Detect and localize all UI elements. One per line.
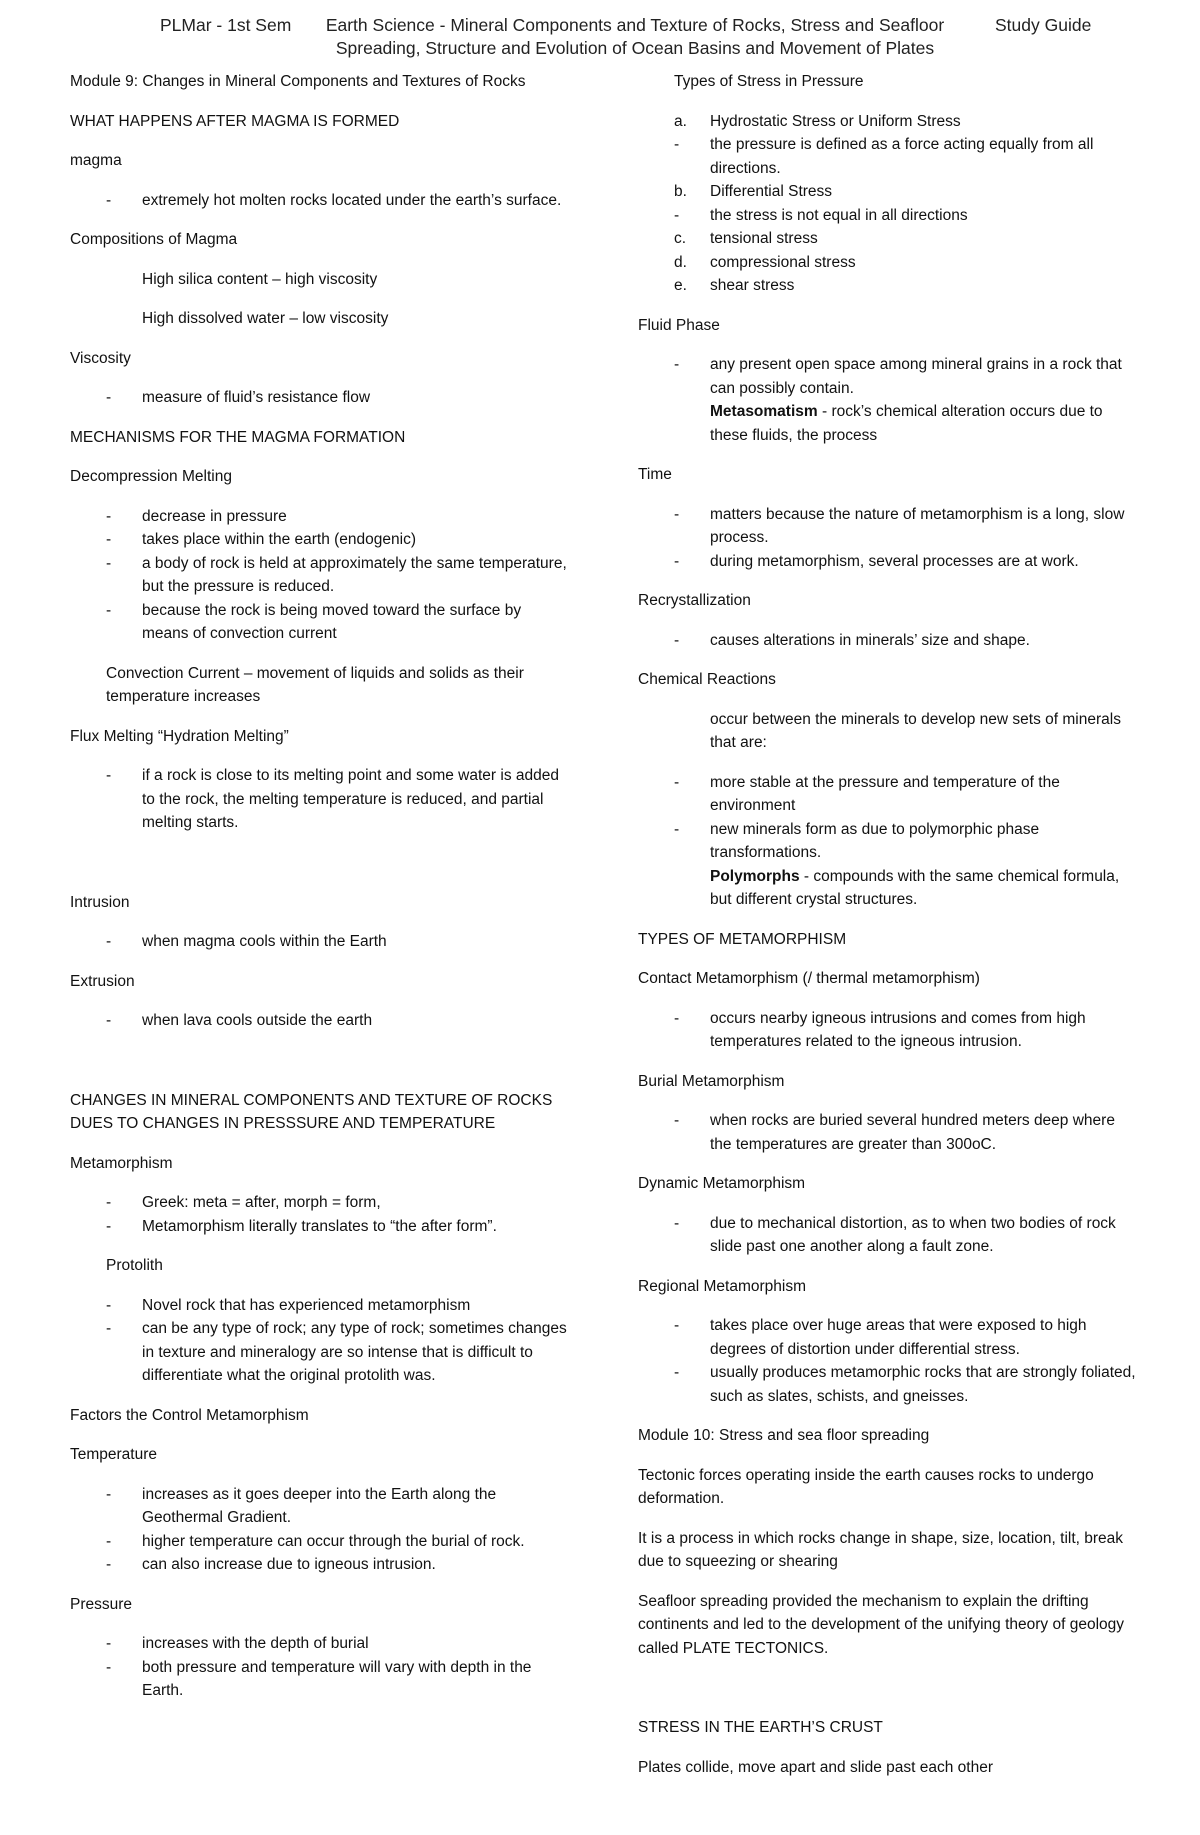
metamorphism-types-heading: TYPES OF METAMORPHISM xyxy=(638,930,847,948)
protolith-heading: Protolith xyxy=(106,1257,163,1274)
recrystallization-list xyxy=(638,629,1138,653)
time-list xyxy=(638,503,1138,574)
regional-heading: Regional Metamorphism xyxy=(638,1277,806,1295)
factors-heading: Factors the Control Metamorphism xyxy=(70,1406,309,1424)
list-text: Differential Stress xyxy=(710,183,833,200)
list-item: - takes place over huge areas that were exposed to high degrees of distortion under differential stress. xyxy=(638,1314,1138,1361)
list-item: - can be any type of rock; any type of rock; sometimes changes in texture and mineralogy are so intense that is difficult to differentiate what the original protolith was. xyxy=(70,1317,570,1388)
decompression-list xyxy=(70,505,570,646)
recrystallization-heading: Recrystallization xyxy=(638,592,751,609)
time-heading: Time xyxy=(638,466,672,483)
after-magma-heading: WHAT HAPPENS AFTER MAGMA IS FORMED xyxy=(70,112,400,130)
burial-heading: Burial Metamorphism xyxy=(638,1072,785,1090)
fluid-heading: Fluid Phase xyxy=(638,316,720,334)
list-text: tensional stress xyxy=(710,230,818,247)
list-text: the pressure is defined as a force acting equally from all directions. xyxy=(710,136,1094,177)
list-marker: b. xyxy=(674,183,687,200)
chemical-reactions-heading: Chemical Reactions xyxy=(638,671,776,688)
list-item: - more stable at the pressure and temperature of the environment xyxy=(638,771,1138,818)
list-item: - extremely hot molten rocks located under the earth’s surface. xyxy=(70,189,570,213)
dynamic-heading: Dynamic Metamorphism xyxy=(638,1175,806,1192)
list-item: - when lava cools outside the earth xyxy=(70,1009,570,1033)
left-column xyxy=(70,70,570,1719)
list-text: the stress is not equal in all directions xyxy=(710,206,968,224)
list-item: - can also increase due to igneous intrusion. xyxy=(70,1553,570,1577)
list-marker: a. xyxy=(674,112,687,130)
header-title: Earth Science - Mineral Components and Texture of Rocks, Stress and Seafloor Spreading, Structure and Evolution of Ocean Basins and Movement of Plates xyxy=(325,15,945,58)
convection-definition xyxy=(70,662,570,709)
list-item: - higher temperature can occur through the burial of rock. xyxy=(70,1530,570,1554)
metamorphism-list xyxy=(70,1191,570,1238)
list-item xyxy=(638,110,1138,134)
contact-list xyxy=(638,1007,1138,1054)
list-marker: e. xyxy=(674,277,687,294)
list-item: - decrease in pressure xyxy=(70,505,570,529)
composition-item: High dissolved water – low viscosity xyxy=(142,310,389,327)
fluid-list xyxy=(638,353,1138,400)
temperature-list xyxy=(70,1483,570,1577)
header-doc-type: Study Guide xyxy=(995,15,1092,35)
composition-item: High silica content – high viscosity xyxy=(142,270,378,288)
list-text: shear stress xyxy=(710,277,795,294)
list-item: - Greek: meta = after, morph = form, xyxy=(70,1191,570,1215)
pressure-list xyxy=(70,1632,570,1703)
list-item: - increases with the depth of burial xyxy=(70,1632,570,1656)
chemical-reactions-intro: occur between the minerals to develop new sets of minerals that are: xyxy=(710,710,1121,751)
list-item: - when magma cools within the Earth xyxy=(70,930,570,954)
dynamic-list xyxy=(638,1212,1138,1259)
list-item xyxy=(638,274,1138,298)
list-item xyxy=(638,133,1138,180)
burial-list xyxy=(638,1109,1138,1156)
seafloor-paragraph: Seafloor spreading provided the mechanism to explain the drifting continents and led to the development of the unifying theory of geology called PLATE TECTONICS. xyxy=(638,1592,1125,1657)
list-item: - both pressure and temperature will vary with depth in the Earth. xyxy=(70,1656,570,1703)
list-marker: - xyxy=(674,136,680,153)
metasomatism-note xyxy=(638,400,1138,447)
list-marker: d. xyxy=(674,253,687,271)
protolith-list xyxy=(70,1294,570,1388)
extrusion-list xyxy=(70,1009,570,1033)
stress-crust-heading: STRESS IN THE EARTH’S CRUST xyxy=(638,1719,883,1736)
regional-list xyxy=(638,1314,1138,1408)
list-item: - a body of rock is held at approximately the same temperature, but the pressure is reduced. xyxy=(70,552,570,599)
chemical-reactions-list xyxy=(638,771,1138,865)
stress-types-heading: Types of Stress in Pressure xyxy=(674,73,864,90)
convection-text: Convection Current – movement of liquids and solids as their temperature increases xyxy=(106,664,524,705)
list-item: - measure of fluid’s resistance flow xyxy=(70,386,570,410)
viscosity-list xyxy=(70,386,570,410)
metasomatism-term: Metasomatism xyxy=(710,403,818,420)
contact-heading: Contact Metamorphism (/ thermal metamorphism) xyxy=(638,970,980,987)
magma-list xyxy=(70,189,570,213)
right-column xyxy=(638,70,1138,1795)
polymorphs-definition: - compounds with the same chemical formula, but different crystal structures. xyxy=(710,867,1120,908)
list-item: - occurs nearby igneous intrusions and comes from high temperatures related to the igneous intrusion. xyxy=(638,1007,1138,1054)
list-item: - matters because the nature of metamorphism is a long, slow process. xyxy=(638,503,1138,550)
list-marker: c. xyxy=(674,230,687,247)
intrusion-heading: Intrusion xyxy=(70,893,130,911)
list-item: - increases as it goes deeper into the Earth along the Geothermal Gradient. xyxy=(70,1483,570,1530)
tectonic-paragraph: Tectonic forces operating inside the earth causes rocks to undergo deformation. xyxy=(638,1466,1094,1507)
pressure-heading: Pressure xyxy=(70,1595,133,1613)
list-marker: - xyxy=(674,206,680,224)
compositions-heading: Compositions of Magma xyxy=(70,231,238,248)
plates-paragraph: Plates collide, move apart and slide past each other xyxy=(638,1758,993,1776)
list-text: compressional stress xyxy=(710,253,856,271)
extrusion-heading: Extrusion xyxy=(70,972,135,990)
decompression-heading: Decompression Melting xyxy=(70,468,232,485)
polymorphs-note xyxy=(638,865,1138,912)
metasomatism-definition: - rock’s chemical alteration occurs due to these fluids, the process xyxy=(710,403,1103,444)
list-text: Hydrostatic Stress or Uniform Stress xyxy=(710,112,961,130)
polymorphs-term: Polymorphs xyxy=(710,867,800,885)
list-item: - new minerals form as due to polymorphic phase transformations. xyxy=(638,818,1138,865)
list-item: - if a rock is close to its melting point and some water is added to the rock, the melting temperature is reduced, and partial melting starts. xyxy=(70,764,570,835)
list-item: - takes place within the earth (endogenic) xyxy=(70,528,570,552)
magma-heading: magma xyxy=(70,152,122,169)
temperature-heading: Temperature xyxy=(70,1446,158,1463)
metamorphism-heading: Metamorphism xyxy=(70,1154,173,1172)
changes-heading: CHANGES IN MINERAL COMPONENTS AND TEXTURE OF ROCKS DUES TO CHANGES IN PRESSSURE AND TEMPERATURE xyxy=(70,1091,553,1132)
flux-list xyxy=(70,764,570,835)
list-item xyxy=(638,227,1138,251)
intrusion-list xyxy=(70,930,570,954)
list-item xyxy=(638,204,1138,228)
list-item: - usually produces metamorphic rocks that are strongly foliated, such as slates, schists, and gneisses. xyxy=(638,1361,1138,1408)
viscosity-heading: Viscosity xyxy=(70,349,131,367)
module-10-heading: Module 10: Stress and sea floor spreading xyxy=(638,1427,930,1444)
list-item: - during metamorphism, several processes are at work. xyxy=(638,550,1138,574)
module-9-heading: Module 9: Changes in Mineral Components and Textures of Rocks xyxy=(70,73,526,90)
list-item: - Novel rock that has experienced metamorphism xyxy=(70,1294,570,1318)
list-item xyxy=(638,180,1138,204)
list-item: - when rocks are buried several hundred meters deep where the temperatures are greater than 300oC. xyxy=(638,1109,1138,1156)
list-item: - any present open space among mineral grains in a rock that can possibly contain. xyxy=(638,353,1138,400)
stress-types-list xyxy=(638,110,1138,298)
list-item: - due to mechanical distortion, as to when two bodies of rock slide past one another along a fault zone. xyxy=(638,1212,1138,1259)
list-item xyxy=(638,251,1138,275)
process-paragraph: It is a process in which rocks change in shape, size, location, tilt, break due to squeezing or shearing xyxy=(638,1529,1124,1570)
header-course: PLMar - 1st Sem xyxy=(160,15,292,35)
list-item: - causes alterations in minerals’ size and shape. xyxy=(638,629,1138,653)
list-item: - Metamorphism literally translates to “the after form”. xyxy=(70,1215,570,1239)
mechanisms-heading: MECHANISMS FOR THE MAGMA FORMATION xyxy=(70,428,406,446)
flux-heading: Flux Melting “Hydration Melting” xyxy=(70,727,289,745)
list-item: - because the rock is being moved toward the surface by means of convection current xyxy=(70,599,570,646)
